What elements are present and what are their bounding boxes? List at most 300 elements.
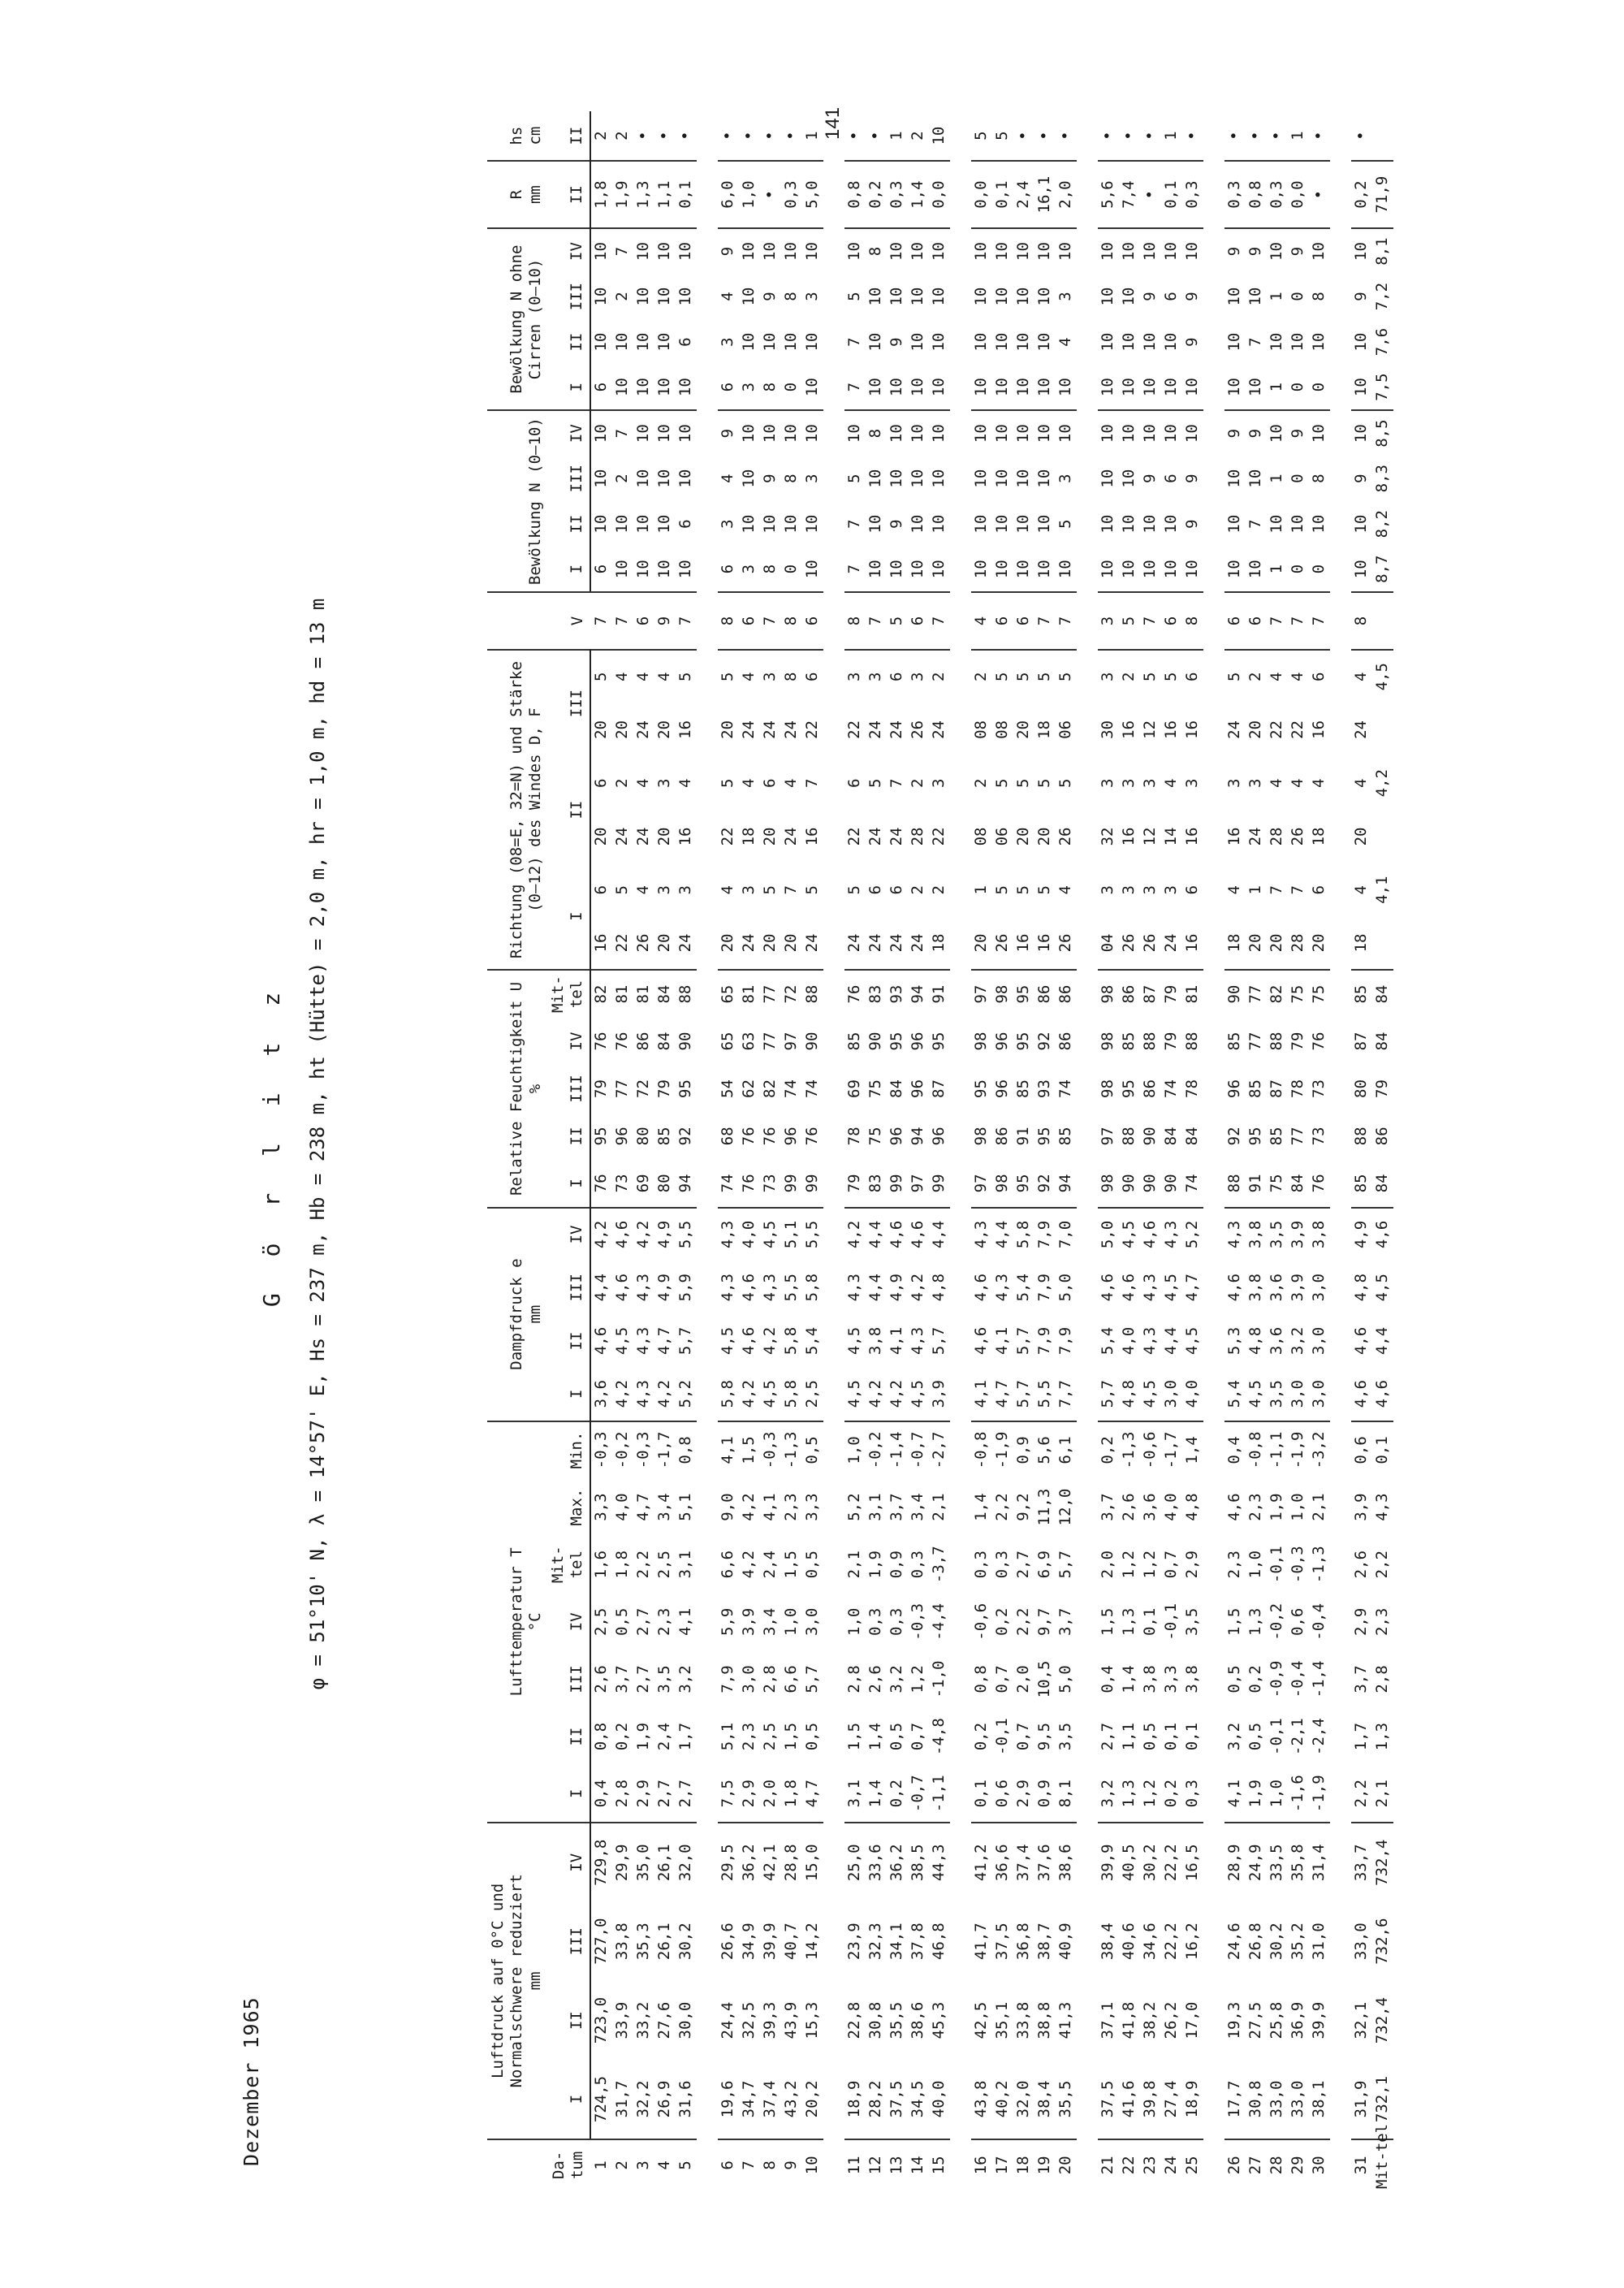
cell-p-I: 30,8 — [1246, 2080, 1265, 2118]
cell-p-IV: 29,9 — [612, 1823, 633, 1901]
cell-t-max: 4,1 — [761, 1493, 780, 1521]
cell-u-mittel: 93 — [887, 970, 908, 1018]
cell-t-II: 0,8 — [592, 1722, 611, 1751]
cell-nc-IV: 10 — [802, 228, 823, 274]
cell-u-III: 87 — [930, 1079, 948, 1098]
cell-w-I-force: 3 — [1099, 884, 1117, 895]
cell-w-III-force: 6 — [1309, 650, 1330, 703]
cell-w-II-dir: 16 — [1225, 827, 1244, 846]
cell-t-I: 1,4 — [866, 1780, 885, 1808]
cell-n-II: 6 — [676, 519, 695, 529]
cell-e-IV: 5,5 — [802, 1208, 823, 1261]
cell-w-I-dir: 20 — [1246, 933, 1265, 953]
cell-n-III: 0 — [1289, 474, 1307, 483]
cell-nc-II: 10 — [782, 332, 801, 352]
cell-nc-IV: 10 — [590, 228, 612, 274]
cell-e-IV: 4,2 — [590, 1208, 612, 1261]
header-r-unit: mm — [525, 185, 544, 205]
cell-e-IV: 4,2 — [633, 1208, 654, 1261]
cell-t-min: -1,7 — [654, 1421, 676, 1479]
cell-n-III: 10 — [993, 469, 1012, 488]
col-p-II: II — [547, 1981, 590, 2060]
cell-t-mittel: 2,4 — [761, 1551, 780, 1579]
cell-r: 0,3 — [1267, 161, 1288, 228]
cell-u-mittel: 75 — [1309, 970, 1330, 1018]
cell-nc-I: 0 — [1289, 382, 1307, 392]
header-luftdruck-title: Luftdruck auf 0°C und Normalschwere reduziert — [489, 1874, 525, 2088]
cell-n-IV: 10 — [802, 410, 823, 456]
cell-u-IV: 77 — [761, 1032, 780, 1051]
cell-w-III-force: 4 — [1351, 650, 1372, 703]
cell-e-IV: 4,4 — [866, 1208, 887, 1261]
cell-hs: • — [719, 131, 737, 141]
row-spacer — [1077, 111, 1098, 2191]
cell-u-mittel: 94 — [908, 970, 929, 1018]
cell-t-I: 1,8 — [782, 1780, 801, 1808]
cell-p-III: 30,2 — [1268, 1923, 1286, 1961]
cell-w-III-force: 5 — [1056, 650, 1077, 703]
cell-p-II: 27,5 — [1246, 2001, 1265, 2039]
cell-v: 6 — [802, 592, 823, 650]
cell-w-III-dir: 24 — [1352, 720, 1371, 739]
cell-t-II: 1,5 — [782, 1722, 801, 1751]
cell-u-II: 97 — [1099, 1127, 1117, 1146]
cell-u-I: 76 — [592, 1174, 611, 1193]
cell-t-I: -1,6 — [1289, 1775, 1307, 1813]
cell-e-IV: 3,9 — [1288, 1208, 1309, 1261]
cell-e-IV: 4,6 — [908, 1208, 929, 1261]
cell-n-IV: 10 — [929, 410, 950, 456]
cell-t-min: 0,5 — [802, 1421, 823, 1479]
cell-w-III-force: 5 — [1224, 650, 1246, 703]
cell-datum: 29 — [1288, 2139, 1309, 2191]
cell-t-IV: 1,5 — [1225, 1607, 1244, 1637]
cell-n-I: 10 — [676, 560, 695, 579]
cell-p-IV: 25,0 — [844, 1823, 866, 1901]
cell-w-II-dir: 18 — [1310, 827, 1328, 846]
cell-n-I: 10 — [1246, 560, 1265, 579]
cell-n-I: 10 — [909, 560, 927, 579]
cell-t-min: 0,6 — [1351, 1421, 1372, 1479]
header-lufttemperatur-title: Lufttemperatur T — [507, 1547, 525, 1697]
cell-datum: 4 — [654, 2139, 676, 2191]
cell-w-I-force: 3 — [1141, 884, 1160, 895]
cell-hs: • — [1014, 131, 1033, 141]
cell-r: 0,0 — [971, 161, 992, 228]
cell-t-II: 2,3 — [740, 1722, 758, 1751]
cell-nc-III: 10 — [1035, 287, 1054, 306]
cell-t-mittel: 2,7 — [1014, 1551, 1033, 1579]
cell-t-III: 2,0 — [1014, 1665, 1033, 1693]
cell-nc-II: 9 — [1183, 337, 1202, 347]
cell-u-mittel: 79 — [1161, 970, 1182, 1018]
col-r-II: II — [547, 161, 590, 228]
cell-t-I: 2,1 — [1373, 1780, 1392, 1808]
cell-u-IV: 98 — [1099, 1032, 1117, 1051]
table-row — [633, 111, 654, 2191]
cell-p-III: 16,2 — [1183, 1923, 1202, 1961]
cell-t-min: -1,1 — [1267, 1421, 1288, 1479]
cell-w-II-force: 3 — [655, 778, 674, 788]
header-hs — [487, 111, 547, 161]
cell-n-III: 10 — [888, 469, 906, 488]
cell-w-I-force: 3 — [676, 884, 695, 895]
cell-e-IV: 7,0 — [1056, 1208, 1077, 1261]
cell-n-III: 9 — [1352, 474, 1371, 483]
cell-nc-I: 10 — [866, 378, 885, 397]
cell-w-I-force: 2 — [909, 884, 927, 895]
cell-p-II: 37,1 — [1099, 2001, 1117, 2039]
cell-w-II-dir: 22 — [845, 827, 864, 846]
table-row — [760, 111, 781, 2191]
cell-n-IV: 10 — [739, 410, 760, 456]
cell-w-III-dir: 30 — [1099, 720, 1117, 739]
cell-t-max: 4,6 — [1225, 1493, 1244, 1521]
cell-t-max: 4,7 — [634, 1493, 653, 1521]
cell-u-III: 95 — [1120, 1079, 1138, 1098]
cell-e-IV: 5,8 — [1013, 1208, 1034, 1261]
cell-datum: 10 — [802, 2139, 823, 2191]
cell-v: 8 — [1182, 592, 1203, 650]
cell-w-II-force: 3 — [1120, 778, 1138, 788]
cell-t-min: -1,4 — [887, 1421, 908, 1479]
cell-nc-IV: 10 — [1182, 228, 1203, 274]
cell-u-III: 62 — [740, 1079, 758, 1098]
table-row — [929, 111, 950, 2191]
cell-t-IV: 3,0 — [803, 1607, 822, 1637]
header-r-title: R — [507, 189, 525, 200]
cell-t-min: -1,3 — [781, 1421, 802, 1479]
cell-t-max: 2,3 — [1246, 1493, 1265, 1521]
cell-w-III-force: 3 — [908, 650, 929, 703]
cell-hs: • — [761, 131, 780, 141]
cell-nc-II: 7 — [845, 337, 864, 347]
cell-u-II: 95 — [592, 1127, 611, 1146]
cell-e-IV: 5,1 — [781, 1208, 802, 1261]
cell-n-II: 8,2 — [1373, 510, 1392, 538]
cell-p-III: 39,9 — [761, 1923, 780, 1961]
cell-w-III-force: 4 — [654, 650, 676, 703]
cell-p-I: 20,2 — [803, 2080, 822, 2118]
cell-nc-III: 2 — [613, 292, 632, 301]
cell-u-I: 84 — [1373, 1174, 1392, 1193]
cell-w-II-dir: 16 — [803, 827, 822, 846]
cell-e-IV: 7,9 — [1034, 1208, 1056, 1261]
cell-u-II: 92 — [1225, 1127, 1244, 1146]
cell-u-IV: 98 — [972, 1032, 991, 1051]
cell-t-IV: 0,3 — [888, 1607, 906, 1637]
cell-t-I: 2,9 — [1014, 1780, 1033, 1808]
cell-nc-IV: 10 — [1140, 228, 1161, 274]
cell-v: 6 — [992, 592, 1013, 650]
cell-t-mittel: 1,2 — [1141, 1551, 1160, 1579]
header-lufttemperatur-unit: °C — [525, 1612, 544, 1632]
cell-t-mittel: 6,9 — [1035, 1551, 1054, 1579]
cell-nc-I: 0 — [782, 382, 801, 392]
cell-u-mittel: 84 — [1372, 970, 1393, 1018]
cell-t-III: -0,4 — [1289, 1660, 1307, 1698]
cell-p-IV: 36,6 — [992, 1823, 1013, 1901]
cell-u-mittel: 88 — [676, 970, 697, 1018]
row-spacer — [1203, 111, 1224, 2191]
cell-w-II-force: 7 — [888, 778, 906, 788]
cell-n-IV: 10 — [1056, 410, 1077, 456]
cell-p-I: 40,0 — [930, 2080, 948, 2118]
cell-w-III-dir: 24 — [761, 720, 780, 739]
cell-t-III: -1,4 — [1310, 1660, 1328, 1698]
header-luftdruck-unit: mm — [525, 1971, 544, 1991]
cell-w-I-dir: 20 — [655, 933, 674, 953]
cell-n-I: 10 — [1056, 560, 1075, 579]
cell-nc-III: 1 — [1268, 292, 1286, 301]
table-row — [1224, 111, 1246, 2191]
cell-n-IV: 10 — [1182, 410, 1203, 456]
cell-p-IV: 36,2 — [887, 1823, 908, 1901]
cell-w-II-dir: 16 — [1183, 827, 1202, 846]
cell-t-max: 1,0 — [1289, 1493, 1307, 1521]
cell-v: 7 — [1056, 592, 1077, 650]
cell-p-III: 40,6 — [1120, 1923, 1138, 1961]
cell-n-IV: 10 — [1098, 410, 1119, 456]
cell-p-I: 724,5 — [592, 2075, 611, 2123]
cell-n-IV: 10 — [1161, 410, 1182, 456]
cell-n-II: 10 — [655, 514, 674, 534]
cell-t-II: 0,1 — [1162, 1722, 1181, 1751]
cell-hs: 10 — [930, 126, 948, 145]
table-row — [739, 111, 760, 2191]
cell-p-III: 40,9 — [1056, 1923, 1075, 1961]
cell-p-I: 26,9 — [655, 2080, 674, 2118]
cell-t-IV: 3,7 — [1056, 1607, 1075, 1637]
cell-w-II-dir: 26 — [1289, 827, 1307, 846]
cell-t-IV: 2,9 — [1352, 1607, 1371, 1637]
cell-t-max: 3,4 — [909, 1493, 927, 1521]
cell-nc-IV: 10 — [992, 228, 1013, 274]
header-dampfdruck — [487, 1208, 547, 1421]
cell-t-IV: 0,2 — [993, 1607, 1012, 1637]
cell-t-III: 2,8 — [761, 1665, 780, 1693]
cell-u-I: 98 — [993, 1174, 1012, 1193]
cell-w-I-force: 6 — [866, 884, 885, 895]
cell-nc-III: 10 — [930, 287, 948, 306]
cell-u-IV: 96 — [993, 1032, 1012, 1051]
cell-p-III: 36,8 — [1014, 1923, 1033, 1961]
cell-u-IV: 95 — [888, 1032, 906, 1051]
cell-t-IV: 2,3 — [655, 1607, 674, 1637]
cell-t-I: -0,7 — [909, 1775, 927, 1813]
cell-p-I: 43,2 — [782, 2080, 801, 2118]
cell-nc-II: 3 — [719, 337, 737, 347]
cell-w-I-dir — [1372, 917, 1393, 971]
cell-nc-III: 10 — [740, 287, 758, 306]
cell-t-min: -0,7 — [908, 1421, 929, 1479]
cell-e-III: 4,3 — [719, 1274, 737, 1302]
cell-n-II: 10 — [972, 514, 991, 534]
row-spacer — [1330, 111, 1351, 2191]
cell-datum: 8 — [760, 2139, 781, 2191]
cell-v — [1372, 592, 1393, 650]
cell-nc-IV: 10 — [1351, 228, 1372, 274]
cell-n-II: 9 — [888, 519, 906, 529]
cell-t-I: 1,2 — [1141, 1780, 1160, 1808]
cell-e-IV: 3,8 — [1246, 1208, 1267, 1261]
cell-e-II: 4,5 — [719, 1326, 737, 1356]
table-row — [844, 111, 866, 2191]
cell-w-II-force: 3 — [1141, 778, 1160, 788]
cell-n-I: 10 — [1225, 560, 1244, 579]
cell-w-I-force: 1 — [972, 884, 991, 895]
cell-e-IV: 4,6 — [612, 1208, 633, 1261]
cell-u-III: 74 — [803, 1079, 822, 1098]
cell-t-I: 4,1 — [1225, 1780, 1244, 1808]
cell-p-III: 23,9 — [845, 1923, 864, 1961]
cell-p-III: 22,2 — [1162, 1923, 1181, 1961]
cell-n-II: 10 — [803, 514, 822, 534]
cell-e-IV: 4,5 — [1119, 1208, 1140, 1261]
cell-nc-I: 10 — [613, 378, 632, 397]
cell-hs: • — [782, 131, 801, 141]
cell-e-III: 4,3 — [761, 1274, 780, 1302]
cell-r: 1,3 — [633, 161, 654, 228]
cell-e-I: 4,2 — [740, 1380, 758, 1408]
cell-w-III-dir: 24 — [866, 720, 885, 739]
cell-e-II: 3,8 — [866, 1326, 885, 1356]
cell-u-III: 74 — [1162, 1079, 1181, 1098]
cell-n-III: 10 — [676, 469, 695, 488]
cell-p-III: 26,8 — [1246, 1923, 1265, 1961]
cell-n-III: 8 — [782, 474, 801, 483]
cell-r: 7,4 — [1119, 161, 1140, 228]
cell-t-IV: -0,6 — [972, 1602, 991, 1641]
cell-t-I: 0,9 — [1035, 1780, 1054, 1808]
cell-u-III: 87 — [1268, 1079, 1286, 1098]
cell-u-III: 74 — [782, 1079, 801, 1098]
cell-datum: 26 — [1224, 2139, 1246, 2191]
cell-t-max: 3,7 — [1099, 1493, 1117, 1521]
cell-w-III-dir: 24 — [1225, 720, 1244, 739]
cell-t-mittel: -0,3 — [1289, 1546, 1307, 1584]
col-t-max: Max. — [547, 1478, 590, 1536]
cell-p-IV: 41,2 — [971, 1823, 992, 1901]
cell-w-I-force: 3 — [655, 884, 674, 895]
cell-p-III: 38,7 — [1035, 1923, 1054, 1961]
cell-n-III: 8 — [1310, 474, 1328, 483]
cell-w-I-dir: 16 — [592, 933, 611, 953]
cell-e-II: 4,7 — [655, 1326, 674, 1356]
table-row — [1013, 111, 1034, 2191]
cell-w-I-force: 5 — [845, 884, 864, 895]
cell-nc-III: 0 — [1289, 292, 1307, 301]
cell-p-IV: 37,6 — [1034, 1823, 1056, 1901]
cell-n-IV: 8,5 — [1372, 410, 1393, 456]
cell-e-II: 4,1 — [888, 1326, 906, 1356]
cell-w-II-dir: 24 — [866, 827, 885, 846]
cell-u-III: 95 — [676, 1079, 695, 1098]
cell-t-IV: 3,9 — [740, 1607, 758, 1637]
cell-w-I-dir: 28 — [1289, 933, 1307, 953]
spacer-cell — [1077, 111, 1098, 2191]
cell-nc-IV: 10 — [739, 228, 760, 274]
cell-w-III-dir: 26 — [909, 720, 927, 739]
cell-u-IV: 76 — [1310, 1032, 1328, 1051]
cell-e-II: 4,3 — [634, 1326, 653, 1356]
cell-u-III: 84 — [888, 1079, 906, 1098]
cell-hs: 2 — [592, 131, 611, 141]
cell-w-II-force: 4 — [1162, 778, 1181, 788]
cell-p-I: 33,0 — [1289, 2080, 1307, 2118]
cell-w-III-dir: 20 — [1014, 720, 1033, 739]
cell-n-I: 10 — [888, 560, 906, 579]
cell-w-III-force: 6 — [1182, 650, 1203, 703]
cell-nc-IV: 8,1 — [1372, 228, 1393, 274]
cell-u-II: 68 — [719, 1127, 737, 1146]
cell-hs: 1 — [803, 131, 822, 141]
cell-n-II: 10 — [1035, 514, 1054, 534]
cell-w-II-force: 5 — [1035, 778, 1054, 788]
cell-t-mittel: 5,7 — [1056, 1551, 1075, 1579]
cell-u-II: 96 — [613, 1127, 632, 1146]
cell-t-II: 9,5 — [1035, 1722, 1054, 1751]
cell-t-max: 3,7 — [888, 1493, 906, 1521]
cell-u-II: 76 — [803, 1127, 822, 1146]
cell-r: 71,9 — [1372, 161, 1393, 228]
cell-e-II: 4,2 — [761, 1326, 780, 1356]
cell-t-II: 5,1 — [719, 1722, 737, 1751]
cell-w-I-force: 4 — [634, 884, 653, 895]
cell-nc-II: 10 — [1225, 332, 1244, 352]
cell-t-max: 4,3 — [1373, 1493, 1392, 1521]
cell-u-IV: 87 — [1352, 1032, 1371, 1051]
cell-n-I: 0 — [1289, 564, 1307, 574]
cell-u-II: 95 — [1035, 1127, 1054, 1146]
cell-p-III: 33,8 — [613, 1923, 632, 1961]
cell-w-II-force: 4 — [740, 778, 758, 788]
cell-u-I: 80 — [655, 1174, 674, 1193]
col-u-IV: IV — [547, 1018, 590, 1065]
cell-e-I: 5,8 — [719, 1380, 737, 1408]
cell-w-I-dir: 24 — [1162, 933, 1181, 953]
cell-u-IV: 76 — [592, 1032, 611, 1051]
cell-nc-I: 10 — [1162, 378, 1181, 397]
table-row — [971, 111, 992, 2191]
cell-u-I: 91 — [1246, 1174, 1265, 1193]
cell-e-II: 4,8 — [1246, 1326, 1265, 1356]
col-t-II: II — [547, 1708, 590, 1766]
cell-w-I-dir: 20 — [782, 933, 801, 953]
cell-v: 3 — [1098, 592, 1119, 650]
cell-t-II: 0,5 — [803, 1722, 822, 1751]
cell-w-II-force: 3 — [1246, 778, 1265, 788]
cell-nc-I: 6 — [592, 382, 611, 392]
cell-v: 6 — [1224, 592, 1246, 650]
cell-nc-III: 10 — [634, 287, 653, 306]
cell-w-I-dir: 22 — [613, 933, 632, 953]
cell-w-II-dir: 14 — [1162, 827, 1181, 846]
cell-u-I: 95 — [1014, 1174, 1033, 1193]
cell-u-III: 85 — [1014, 1079, 1033, 1098]
cell-e-I: 5,5 — [1035, 1380, 1054, 1408]
cell-t-mittel: 4,2 — [740, 1551, 758, 1579]
cell-u-III: 72 — [634, 1079, 653, 1098]
cell-nc-IV: 10 — [971, 228, 992, 274]
cell-nc-I: 10 — [1120, 378, 1138, 397]
cell-hs: • — [655, 131, 674, 141]
cell-n-II: 9 — [1183, 519, 1202, 529]
cell-u-II: 84 — [1183, 1127, 1202, 1146]
col-u-mittel: Mit-tel — [547, 970, 590, 1018]
cell-p-I: 33,0 — [1268, 2080, 1286, 2118]
cell-u-III: 85 — [1246, 1079, 1265, 1098]
